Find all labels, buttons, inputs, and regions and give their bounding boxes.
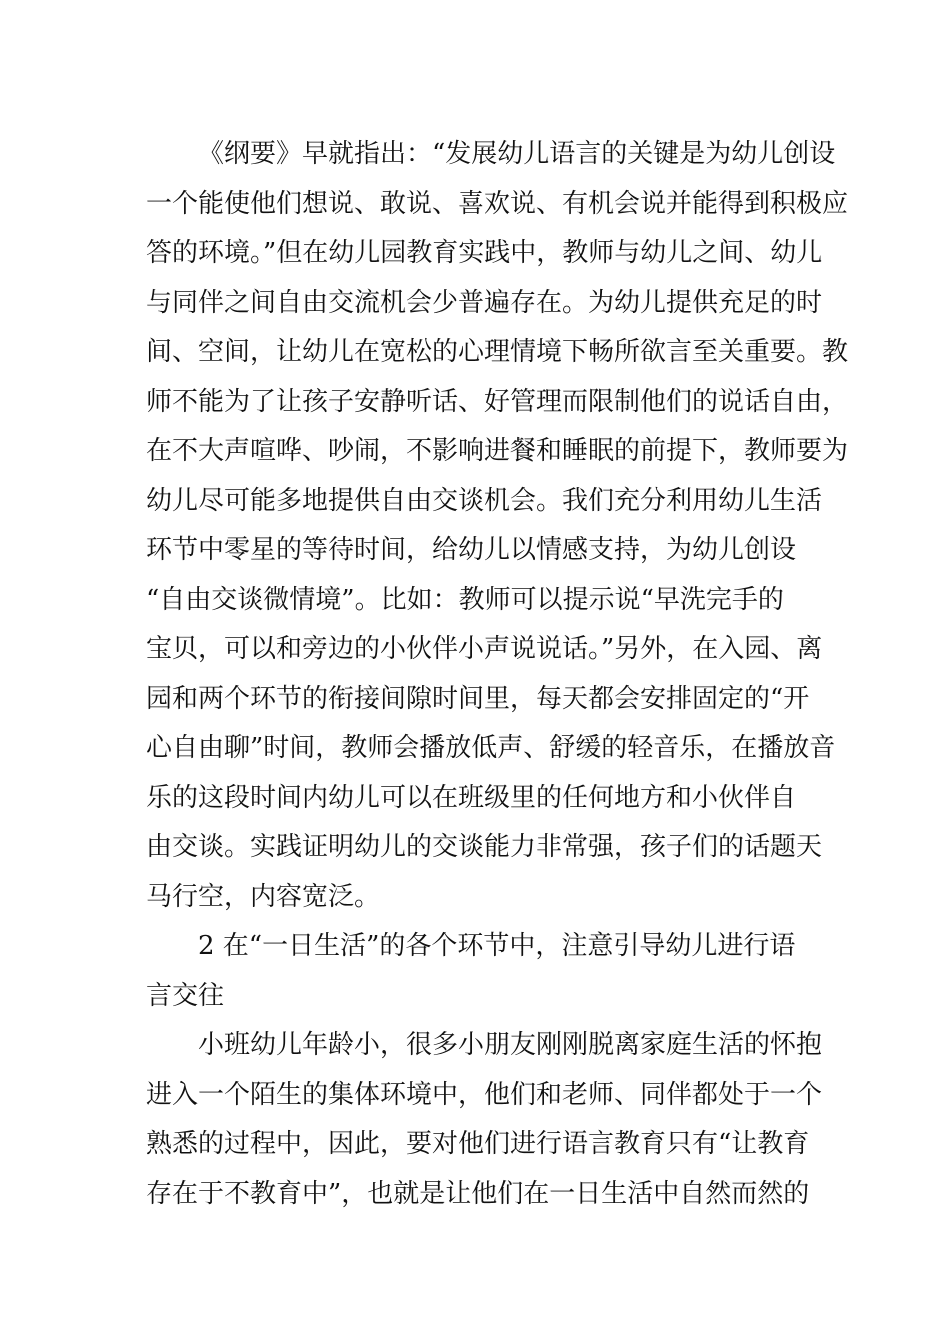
text-line: 环节中零星的等待时间，给幼儿以情感支持，为幼儿创设: [146, 535, 797, 565]
document-body: [146, 130, 849, 1219]
text-line: 由交谈。实践证明幼儿的交谈能力非常强，孩子们的话题天: [146, 832, 823, 862]
text-line: 存在于不教育中”，也就是让他们在一日生活中自然而然的: [146, 1178, 810, 1209]
text-line: 小班幼儿年龄小，很多小朋友刚刚脱离家庭生活的怀抱: [198, 1030, 823, 1060]
text-line: 答的环境。”但在幼儿园教育实践中，教师与幼儿之间、幼儿: [146, 238, 823, 268]
text-line: “自由交谈微情境”。比如：教师可以提示说“早洗完手的: [146, 584, 784, 615]
text-line: 幼儿尽可能多地提供自由交谈机会。我们充分利用幼儿生活: [146, 485, 823, 516]
text-line: 马行空，内容宽泛。: [146, 881, 381, 912]
paragraph-1: [146, 130, 849, 922]
text-line: 进入一个陌生的集体环境中，他们和老师、同伴都处于一个: [146, 1079, 823, 1110]
heading-line: 言交往: [146, 980, 225, 1011]
text-line: 园和两个环节的衔接间隙时间里，每天都会安排固定的“开: [146, 683, 810, 714]
text-line: 在不大声喧哗、吵闹，不影响进餐和睡眠的前提下，教师要为: [146, 436, 849, 466]
text-line: 心自由聊”时间，教师会播放低声、舒缓的轻音乐，在播放音: [146, 733, 836, 763]
text-line: 间、空间，让幼儿在宽松的心理情境下畅所欲言至关重要。教: [146, 337, 849, 367]
section-heading-2: [146, 922, 816, 1021]
text-line: 与同伴之间自由交流机会少普遍存在。为幼儿提供充足的时: [146, 287, 823, 318]
paragraph-2: [146, 1021, 823, 1219]
heading-line: 2 在“一日生活”的各个环节中，注意引导幼儿进行语: [198, 931, 796, 961]
text-line: 乐的这段时间内幼儿可以在班级里的任何地方和小伙伴自: [146, 782, 797, 813]
text-line: 《纲要》早就指出：“发展幼儿语言的关键是为幼儿创设: [198, 139, 836, 169]
text-line: 熟悉的过程中，因此，要对他们进行语言教育只有“让教育: [146, 1129, 810, 1159]
text-line: 师不能为了让孩子安静听话、好管理而限制他们的说话自由，: [146, 386, 849, 417]
text-line: 宝贝，可以和旁边的小伙伴小声说说话。”另外，在入园、离: [146, 634, 823, 664]
text-line: 一个能使他们想说、敢说、喜欢说、有机会说并能得到积极应: [146, 188, 849, 219]
